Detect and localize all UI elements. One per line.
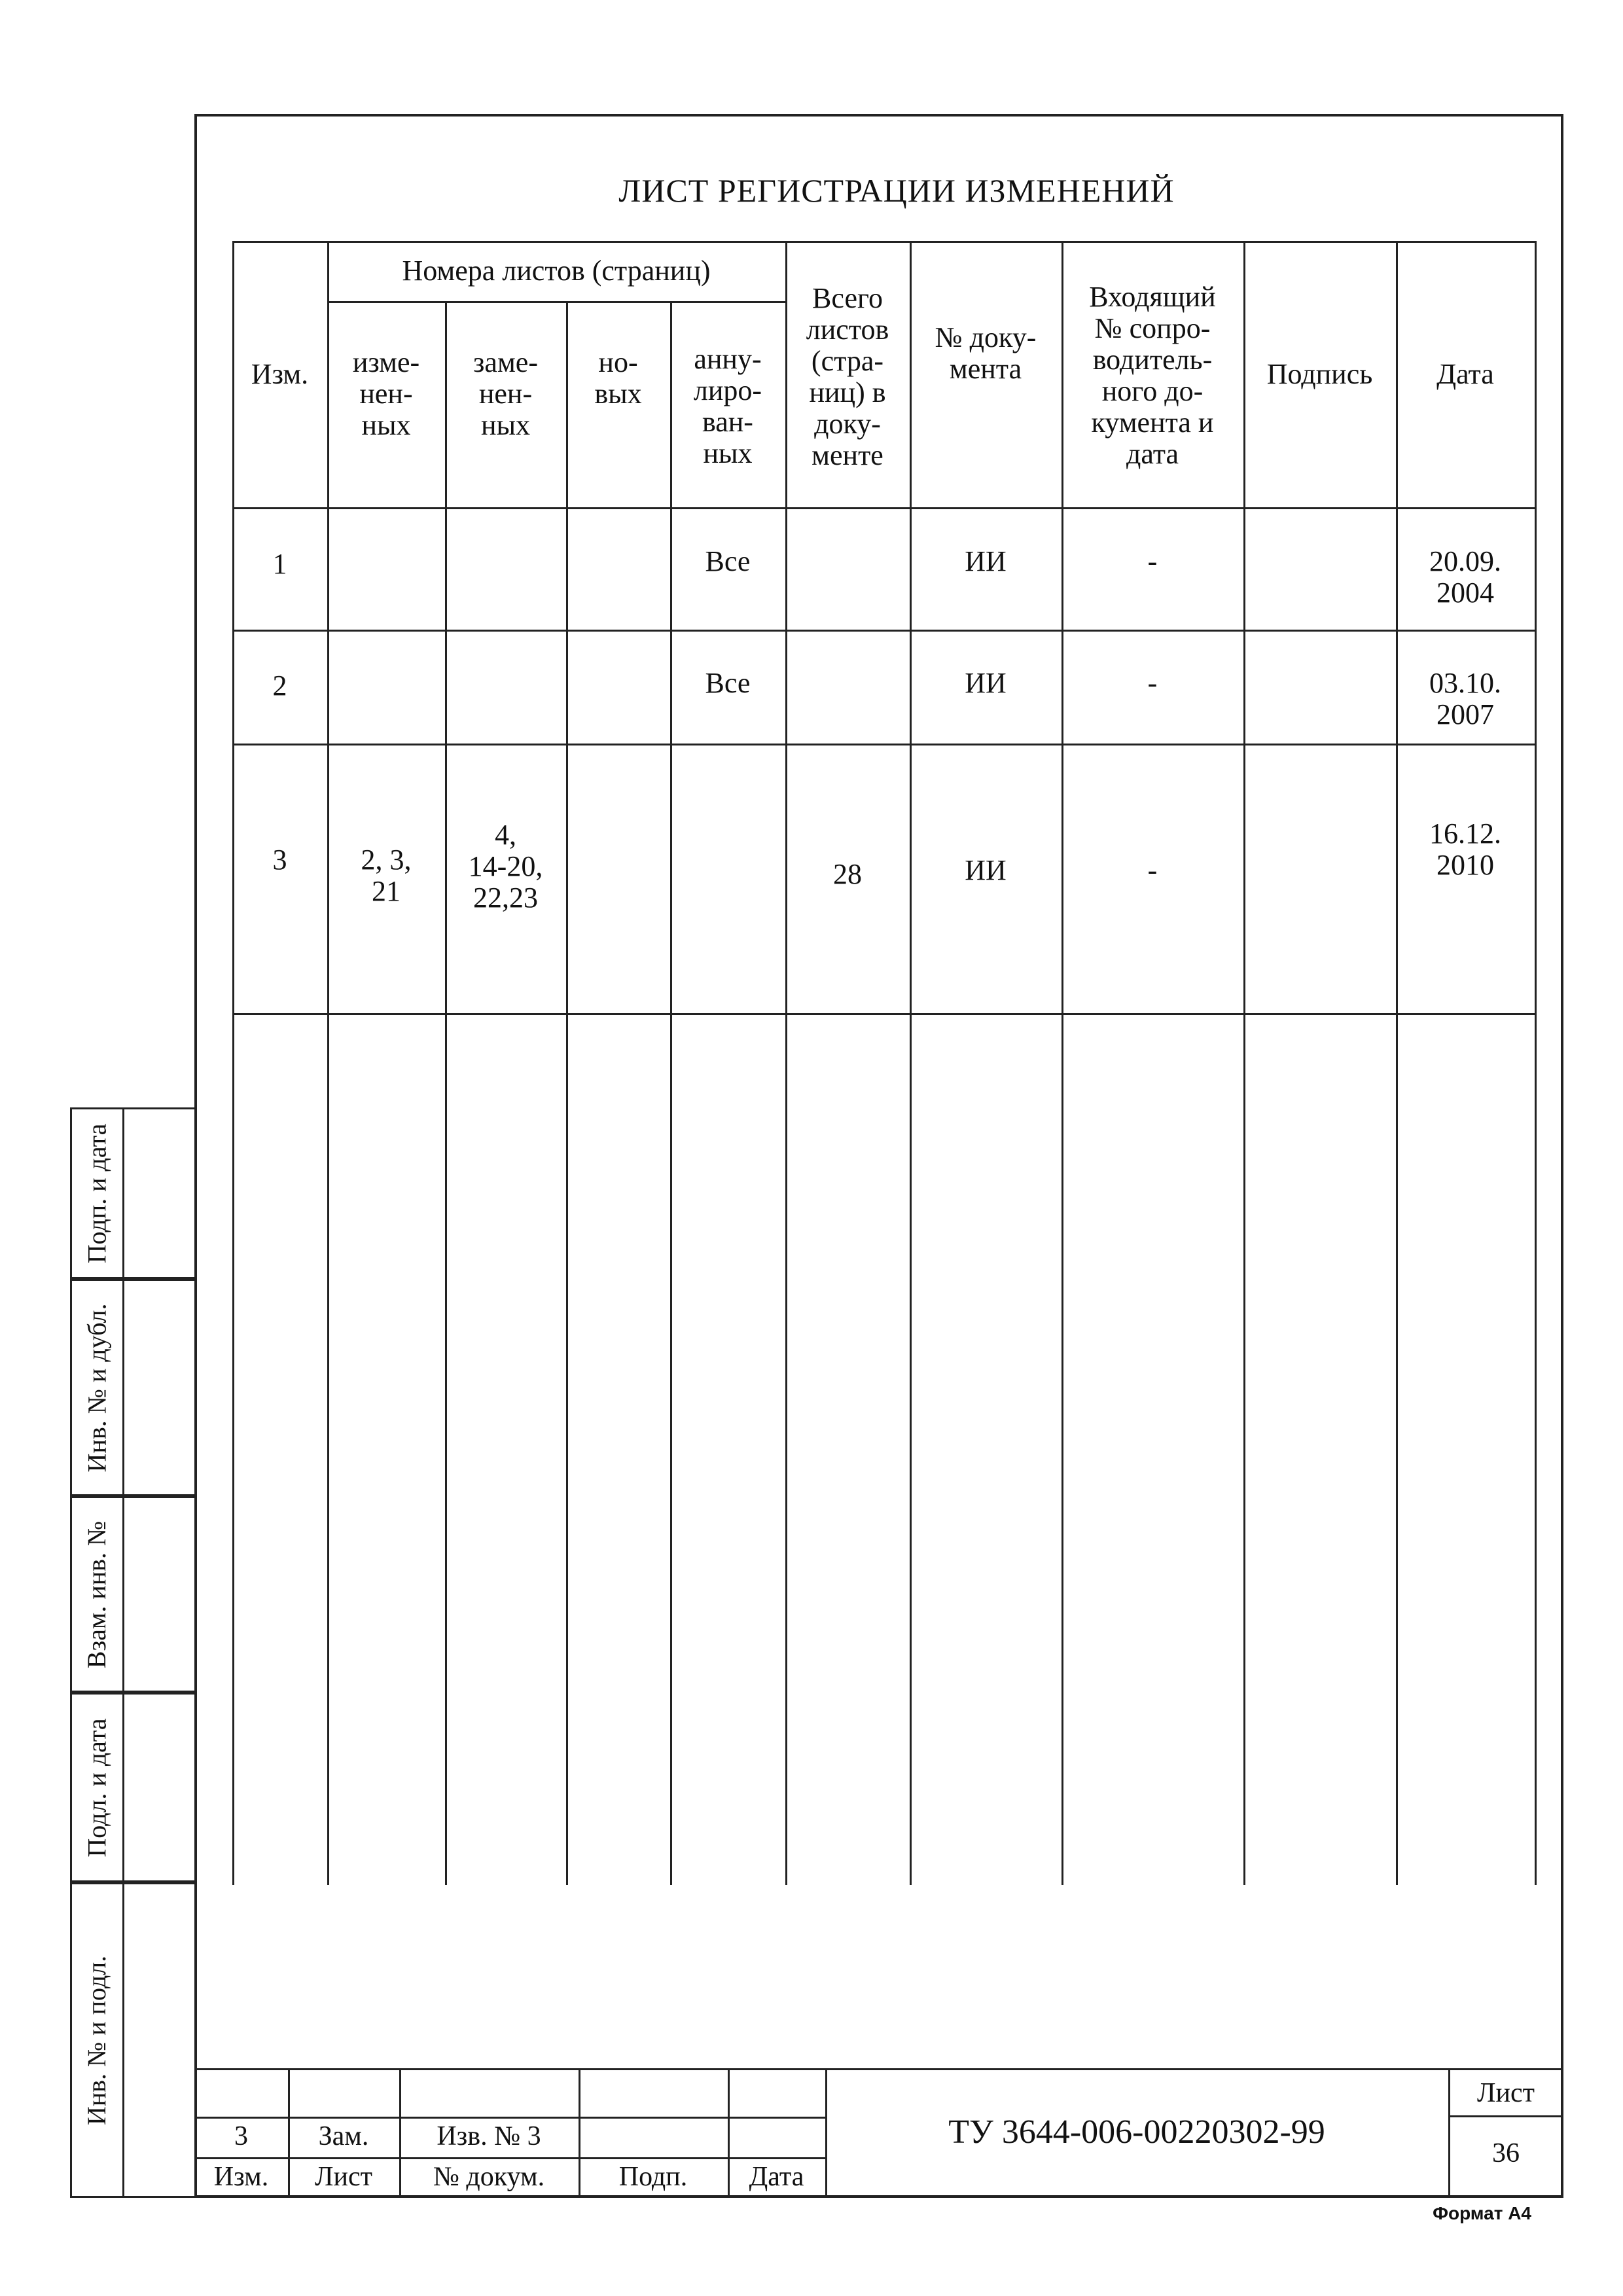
tb-izm-header: Изм. xyxy=(213,2162,269,2192)
table-col-divider xyxy=(1061,241,1063,1885)
side-label: Подл. и дата xyxy=(82,1717,112,1857)
header-doc-number: № доку- мента xyxy=(935,321,1037,385)
side-label: Инв. № и подл. xyxy=(82,1955,112,2125)
header-group-divider xyxy=(327,301,785,303)
header-date: Дата xyxy=(1436,358,1494,390)
table-border-right xyxy=(1535,241,1537,1885)
header-replaced: заме- нен- ных xyxy=(473,346,538,441)
sheet-label: Лист xyxy=(1477,2078,1535,2108)
table-col-divider xyxy=(785,241,787,1885)
side-label: Инв. № и дубл. xyxy=(82,1303,112,1472)
cell-date: 20.09. 2004 xyxy=(1429,545,1501,609)
tb-list-value: Зам. xyxy=(318,2121,369,2151)
cell-incoming: - xyxy=(1147,545,1158,577)
tb-date-header: Дата xyxy=(749,2162,804,2192)
cell-changed: 2, 3, 21 xyxy=(361,844,412,907)
table-col-divider xyxy=(1243,241,1245,1885)
header-bottom-line xyxy=(232,507,1537,509)
side-label: Подп. и дата xyxy=(82,1123,112,1263)
row-divider xyxy=(232,630,1537,632)
table-col-divider xyxy=(566,302,568,1885)
cell-date: 16.12. 2010 xyxy=(1429,817,1501,881)
table-border-top xyxy=(232,241,1537,243)
cell-annulled: Все xyxy=(705,667,751,699)
table-col-divider xyxy=(327,241,329,1885)
header-izm: Изм. xyxy=(251,358,309,390)
cell-incoming: - xyxy=(1147,667,1158,699)
cell-date: 03.10. 2007 xyxy=(1429,667,1501,730)
cell-doc-number: ИИ xyxy=(965,667,1007,699)
cell-izm: 2 xyxy=(272,670,287,702)
table-col-divider xyxy=(1396,241,1398,1885)
header-sheet-numbers: Номера листов (страниц) xyxy=(402,255,711,287)
tb-sign-header: Подп. xyxy=(618,2162,688,2192)
header-new: но- вых xyxy=(594,346,642,410)
cell-annulled: Все xyxy=(705,545,751,577)
side-label: Взам. инв. № xyxy=(82,1520,112,1668)
table-col-divider xyxy=(910,241,912,1885)
cell-total: 28 xyxy=(833,858,862,890)
format-label: Формат А4 xyxy=(1433,2203,1531,2223)
cell-doc-number: ИИ xyxy=(965,545,1007,577)
tb-doc-header: № докум. xyxy=(433,2162,545,2192)
row-divider xyxy=(232,1013,1537,1015)
sheet-box-line xyxy=(1448,2115,1563,2117)
table-col-divider xyxy=(445,302,447,1885)
page-title: ЛИСТ РЕГИСТРАЦИИ ИЗМЕНЕНИЙ xyxy=(618,172,1175,209)
cell-izm: 1 xyxy=(272,548,287,580)
table-border-left xyxy=(232,241,234,1885)
table-col-divider xyxy=(670,302,672,1885)
cell-incoming: - xyxy=(1147,854,1158,886)
cell-doc-number: ИИ xyxy=(965,854,1007,886)
header-total-sheets: Всего листов (стра- ниц) в доку- менте xyxy=(806,282,889,471)
header-incoming-doc: Входящий № сопро- водитель- ного до- кумента и дата xyxy=(1089,281,1216,470)
header-changed: изме- нен- ных xyxy=(352,346,420,441)
tb-izm-value: 3 xyxy=(234,2121,248,2151)
tb-doc-value: Изв. № 3 xyxy=(437,2121,541,2151)
row-divider xyxy=(232,744,1537,745)
tb-list-header: Лист xyxy=(315,2162,372,2192)
header-annulled: анну- лиро- ван- ных xyxy=(693,343,762,469)
cell-izm: 3 xyxy=(272,844,287,876)
header-signature: Подпись xyxy=(1266,358,1373,390)
cell-replaced: 4, 14-20, 22,23 xyxy=(468,819,543,914)
sheet-number: 36 xyxy=(1492,2138,1520,2168)
document-designation: ТУ 3644-006-00220302-99 xyxy=(948,2113,1325,2151)
